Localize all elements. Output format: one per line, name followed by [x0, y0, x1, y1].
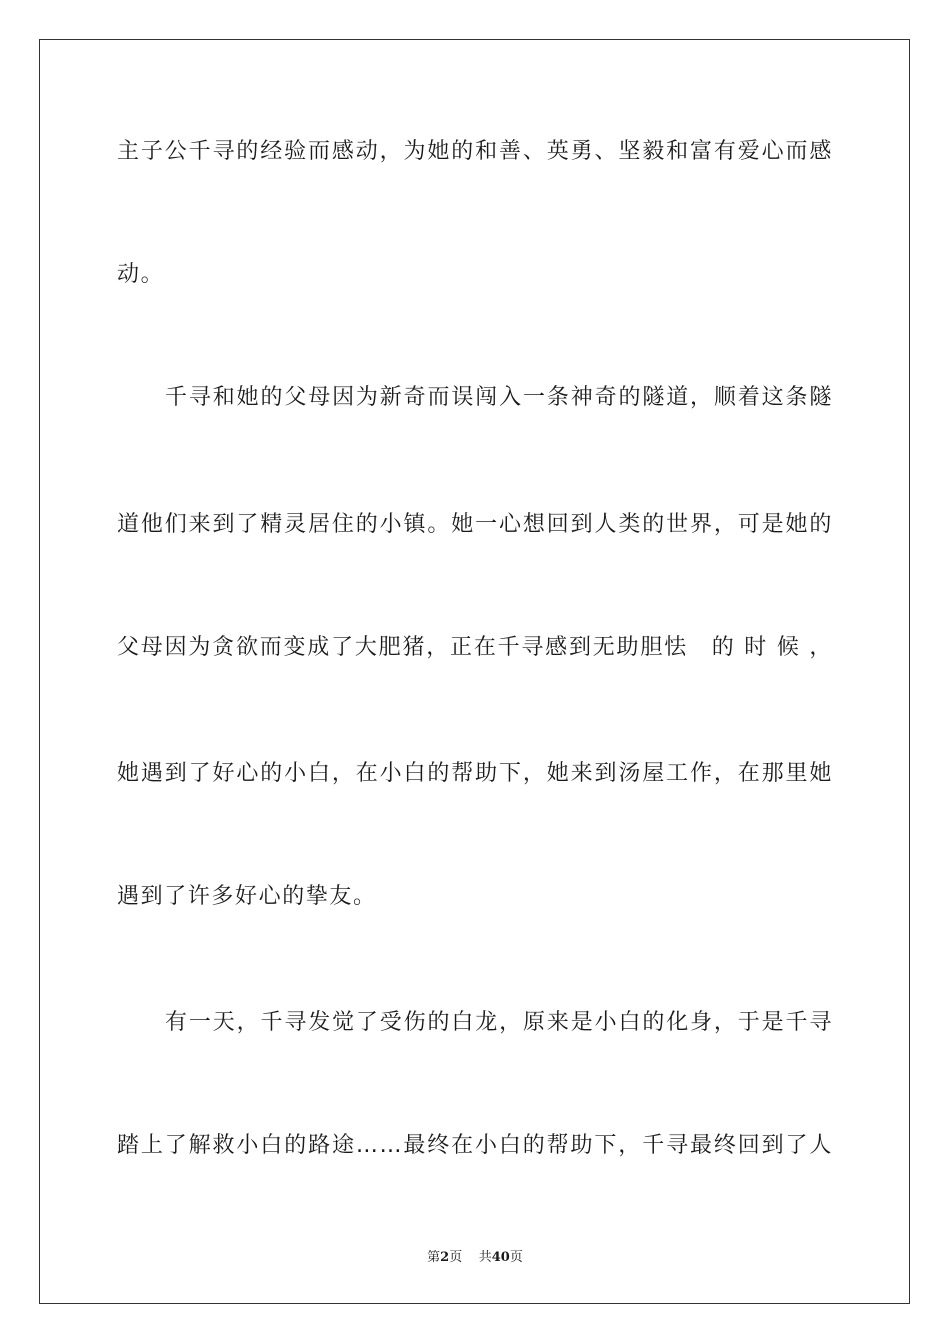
total-pages: 40	[491, 1250, 510, 1265]
page-frame	[39, 39, 910, 1304]
paragraph-line-3: 千寻和她的父母因为新奇而误闯入一条神奇的隧道，顺着这条隧	[165, 385, 833, 410]
paragraph-line-4: 道他们来到了精灵居住的小镇。她一心想回到人类的世界，可是她的	[117, 512, 833, 537]
page-number: 2	[440, 1250, 450, 1265]
paragraph-line-1: 主子公千寻的经验而感动，为她的和善、英勇、坚毅和富有爱心而感	[117, 139, 833, 164]
page-footer	[0, 1246, 950, 1265]
page-prefix: 第	[427, 1250, 441, 1265]
paragraph-line-8: 有一天，千寻发觉了受伤的白龙，原来是小白的化身，于是千寻	[165, 1010, 833, 1035]
paragraph-line-5: 父母因为贪欲而变成了大肥猪，正在千寻感到无助胆怯 的 时 候 ，	[117, 635, 833, 660]
paragraph-line-6: 她遇到了好心的小白，在小白的帮助下，她来到汤屋工作，在那里她	[117, 761, 833, 786]
paragraph-line-7: 遇到了许多好心的挚友。	[117, 884, 377, 909]
paragraph-line-2: 动。	[117, 262, 165, 287]
page-suffix: 页	[449, 1250, 463, 1265]
total-prefix: 共	[478, 1250, 492, 1265]
paragraph-line-9: 踏上了解救小白的路途……最终在小白的帮助下，千寻最终回到了人	[117, 1133, 833, 1158]
total-suffix: 页	[509, 1250, 523, 1265]
